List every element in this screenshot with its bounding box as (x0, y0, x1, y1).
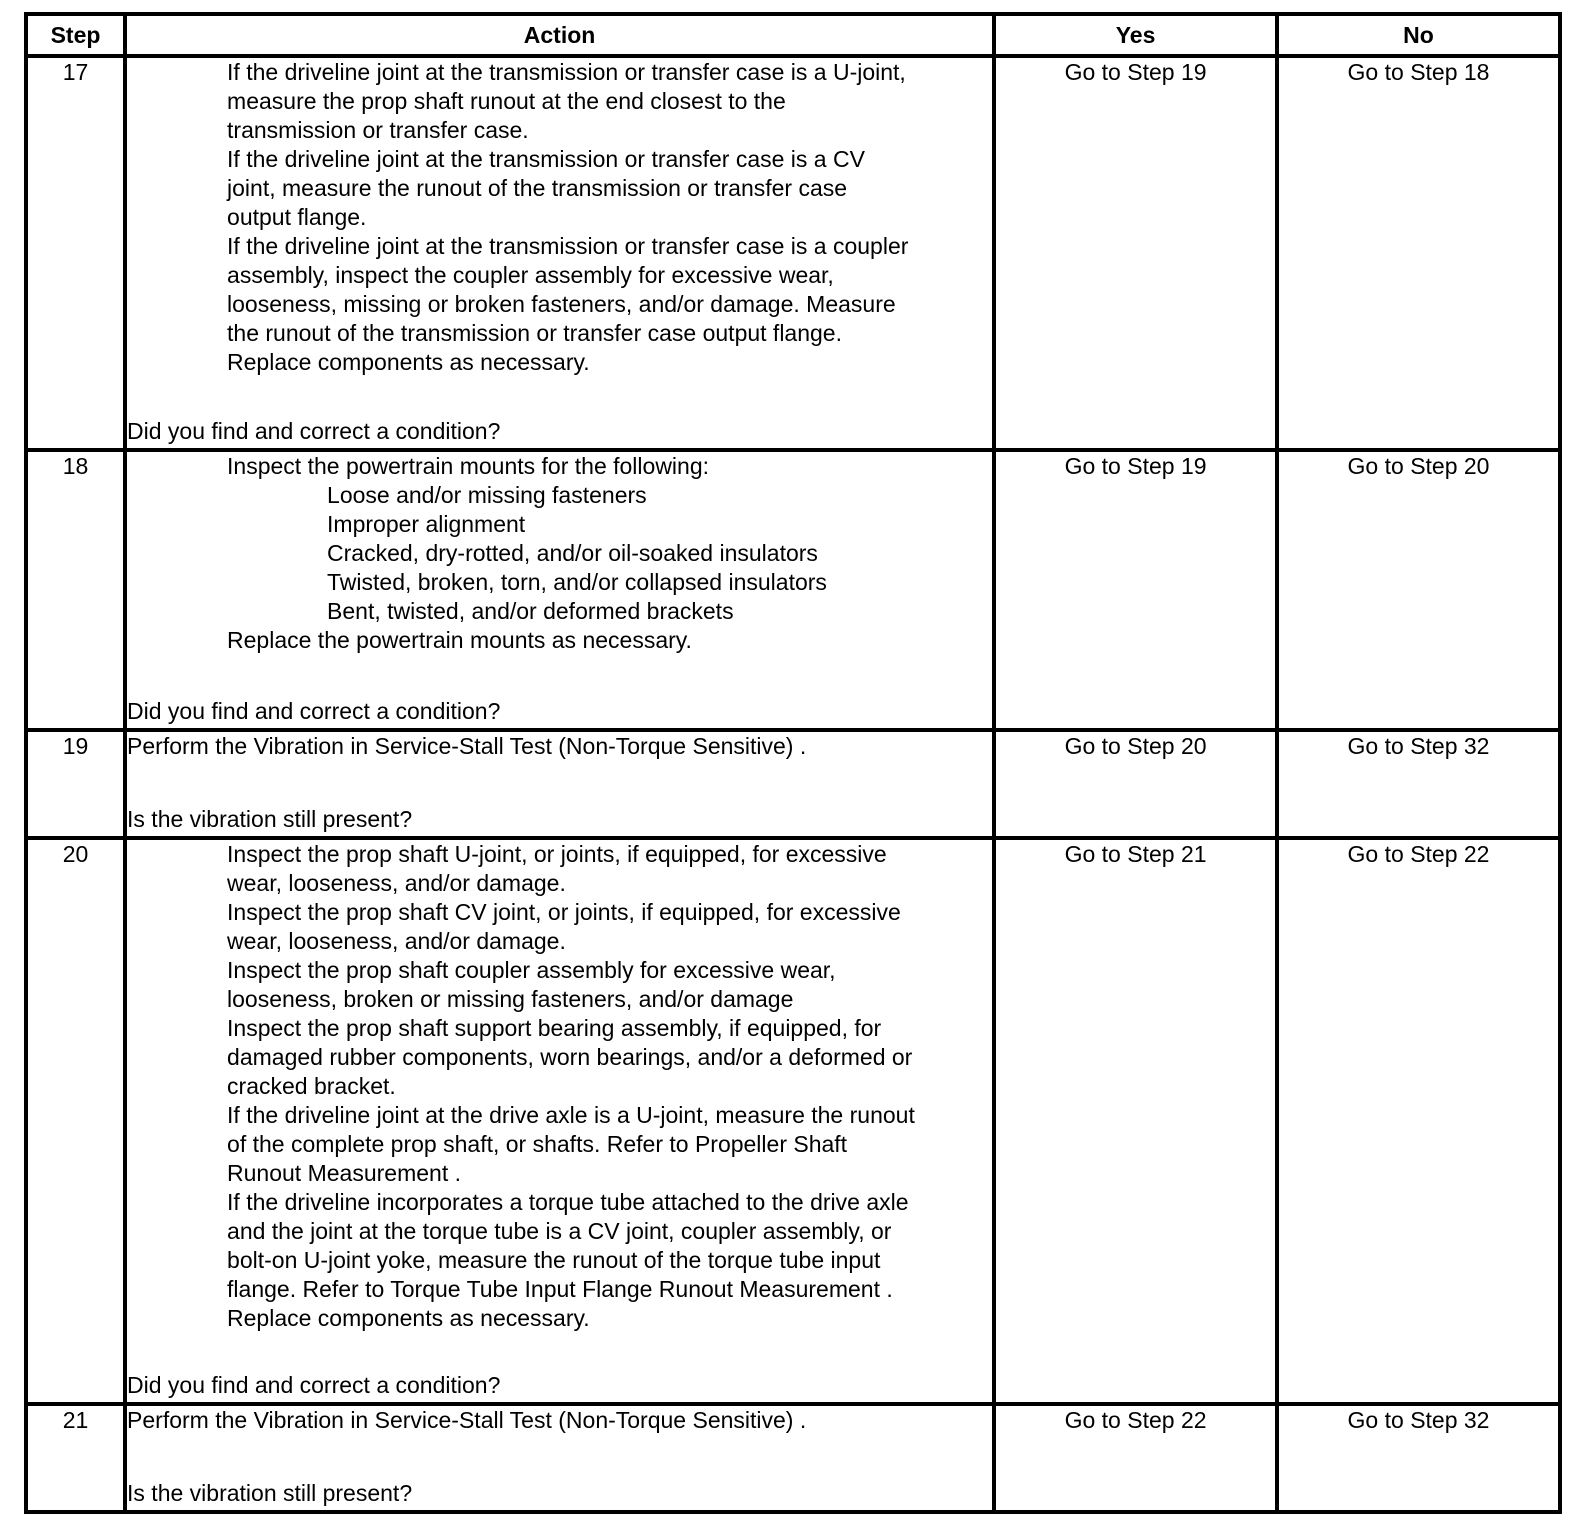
instruction-line: looseness, broken or missing fasteners, and/or damage (227, 986, 794, 1012)
instruction-line: Inspect the prop shaft support bearing assembly, if equipped, for (227, 1015, 882, 1041)
table-body (26, 56, 1560, 1512)
action-instructions (127, 58, 992, 377)
instruction-line: Inspect the prop shaft coupler assembly for excessive wear, (227, 957, 836, 983)
action-question: Did you find and correct a condition? (127, 698, 501, 724)
action-content (127, 840, 992, 1402)
action-question: Is the vibration still present? (127, 1480, 413, 1506)
action-instructions (127, 732, 992, 761)
instruction-line: If the driveline incorporates a torque tube attached to the drive axle (227, 1189, 909, 1215)
header-no: No (1277, 14, 1560, 56)
instruction-line: Improper alignment (327, 511, 526, 537)
instruction-line: If the driveline joint at the transmission or transfer case is a coupler (227, 233, 909, 259)
instruction-line: damaged rubber components, worn bearings, and/or a deformed or (227, 1044, 913, 1070)
instruction-line: and the joint at the torque tube is a CV joint, coupler assembly, or (227, 1218, 892, 1244)
yes-result: Go to Step 19 (994, 56, 1277, 450)
action-content (127, 58, 992, 448)
instruction-line: the runout of the transmission or transfer case output flange. (227, 320, 842, 346)
no-result: Go to Step 32 (1277, 730, 1560, 838)
action-question: Did you find and correct a condition? (127, 1372, 501, 1398)
instruction-line: transmission or transfer case. (227, 117, 529, 143)
header-action: Action (125, 14, 994, 56)
step-number: 17 (26, 56, 125, 450)
action-cell (125, 730, 994, 838)
instruction-line: output flange. (227, 204, 367, 230)
instruction-line: Perform the Vibration in Service-Stall Test (Non-Torque Sensitive) . (127, 733, 807, 759)
instruction-line: wear, looseness, and/or damage. (227, 928, 566, 954)
instruction-line: flange. Refer to Torque Tube Input Flange Runout Measurement . (227, 1276, 893, 1302)
no-result: Go to Step 22 (1277, 838, 1560, 1404)
instruction-line: Replace components as necessary. (227, 1305, 590, 1331)
instruction-line: Twisted, broken, torn, and/or collapsed insulators (327, 569, 827, 595)
instruction-line: If the driveline joint at the transmission or transfer case is a CV (227, 146, 865, 172)
instruction-line: Inspect the prop shaft CV joint, or joints, if equipped, for excessive (227, 899, 901, 925)
table-row (26, 56, 1560, 450)
instruction-line: bolt-on U-joint yoke, measure the runout of the torque tube input (227, 1247, 881, 1273)
instruction-line: cracked bracket. (227, 1073, 396, 1099)
table-row (26, 1404, 1560, 1512)
action-instructions (127, 840, 992, 1333)
instruction-line: Runout Measurement . (227, 1160, 461, 1186)
instruction-line: Bent, twisted, and/or deformed brackets (327, 598, 734, 624)
header-yes: Yes (994, 14, 1277, 56)
yes-result: Go to Step 19 (994, 450, 1277, 730)
step-number: 21 (26, 1404, 125, 1512)
action-cell (125, 1404, 994, 1512)
action-question: Did you find and correct a condition? (127, 418, 501, 444)
action-question: Is the vibration still present? (127, 806, 413, 832)
step-number: 18 (26, 450, 125, 730)
instruction-line: of the complete prop shaft, or shafts. Refer to Propeller Shaft (227, 1131, 848, 1157)
no-result: Go to Step 20 (1277, 450, 1560, 730)
instruction-line: measure the prop shaft runout at the end closest to the (227, 88, 786, 114)
action-instructions (127, 452, 992, 655)
instruction-line: Replace components as necessary. (227, 349, 590, 375)
action-content (127, 732, 992, 836)
instruction-line: If the driveline joint at the transmission or transfer case is a U-joint, (227, 59, 906, 85)
header-step: Step (26, 14, 125, 56)
action-cell (125, 838, 994, 1404)
table-row (26, 450, 1560, 730)
instruction-line: If the driveline joint at the drive axle is a U-joint, measure the runout (227, 1102, 915, 1128)
instruction-line: looseness, missing or broken fasteners, and/or damage. Measure (227, 291, 896, 317)
instruction-line: Inspect the prop shaft U-joint, or joints, if equipped, for excessive (227, 841, 887, 867)
instruction-line: Replace the powertrain mounts as necessary. (227, 627, 692, 653)
action-content (127, 452, 992, 728)
table-row (26, 838, 1560, 1404)
instruction-line: wear, looseness, and/or damage. (227, 870, 566, 896)
table-row (26, 730, 1560, 838)
yes-result: Go to Step 21 (994, 838, 1277, 1404)
action-cell (125, 450, 994, 730)
yes-result: Go to Step 20 (994, 730, 1277, 838)
action-cell (125, 56, 994, 450)
instruction-line: assembly, inspect the coupler assembly for excessive wear, (227, 262, 834, 288)
diagnostic-table (24, 12, 1562, 1514)
instruction-line: Perform the Vibration in Service-Stall Test (Non-Torque Sensitive) . (127, 1407, 807, 1433)
no-result: Go to Step 32 (1277, 1404, 1560, 1512)
step-number: 19 (26, 730, 125, 838)
instruction-line: Cracked, dry-rotted, and/or oil-soaked insulators (327, 540, 818, 566)
yes-result: Go to Step 22 (994, 1404, 1277, 1512)
action-content (127, 1406, 992, 1510)
step-number: 20 (26, 838, 125, 1404)
action-instructions (127, 1406, 992, 1435)
instruction-line: joint, measure the runout of the transmission or transfer case (227, 175, 848, 201)
instruction-line: Inspect the powertrain mounts for the following: (227, 453, 710, 479)
no-result: Go to Step 18 (1277, 56, 1560, 450)
instruction-line: Loose and/or missing fasteners (327, 482, 647, 508)
header-row (26, 14, 1560, 56)
